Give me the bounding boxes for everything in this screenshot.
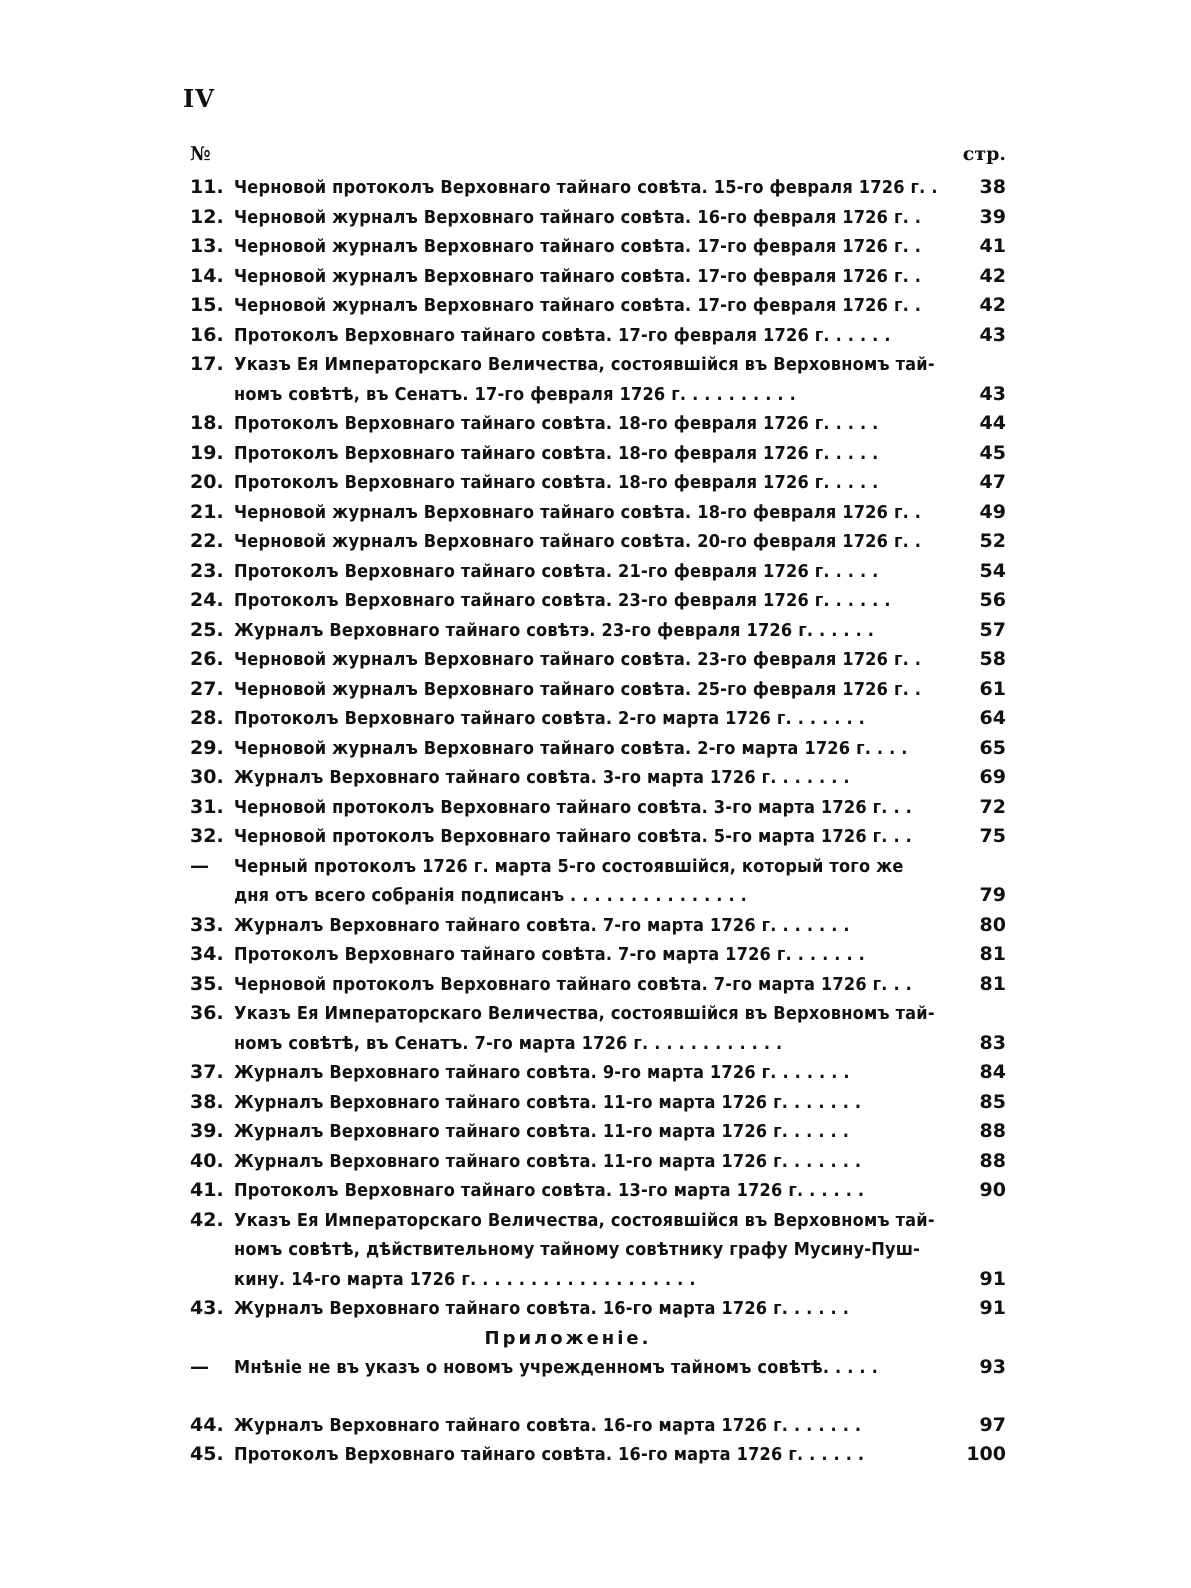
entry-page: 44 — [979, 412, 1006, 434]
entry-title: Черновой протоколъ Верховнаго тайнаго совѣта. 7-го марта 1726 г. . . — [234, 973, 913, 995]
entry-page: 61 — [979, 677, 1006, 700]
entry-number: 36. — [190, 1002, 224, 1024]
entry-page: 80 — [979, 913, 1006, 936]
entry-number: 32. — [190, 825, 224, 847]
entry-page: 100 — [966, 1443, 1006, 1465]
toc-entry — [190, 1353, 1006, 1383]
entry-number: 34. — [190, 943, 224, 965]
entry-number: 33. — [190, 913, 224, 936]
entry-title: Журналъ Верховнаго тайнаго совѣта. 11-го марта 1726 г. . . . . . — [234, 1121, 850, 1142]
toc-entry — [190, 734, 1006, 764]
entry-title: Черновой протоколъ Верховнаго тайнаго совѣта. 5-го марта 1726 г. . . — [234, 826, 913, 847]
entry-title: Черный протоколъ 1726 г. марта 5-го состоявшійся, который того же дня отъ всего собранія подписанъ . . . . . . . . . . . . . . . — [234, 855, 904, 906]
entry-title: Протоколъ Верховнаго тайнаго совѣта. 2-го марта 1726 г. . . . . . . — [234, 708, 865, 729]
spacer — [190, 1383, 1006, 1411]
entry-number: 27. — [190, 677, 224, 700]
toc-entry — [190, 468, 1006, 498]
entry-title: Протоколъ Верховнаго тайнаго совѣта. 18-го февраля 1726 г. . . . . — [234, 472, 879, 493]
entry-page: 65 — [979, 736, 1006, 759]
entry-number: 40. — [190, 1149, 224, 1172]
toc-entry — [190, 616, 1006, 646]
entry-title: Мнѣніе не въ указъ о новомъ учрежденномъ тайномъ совѣтѣ. . . . . — [234, 1357, 878, 1378]
toc-entry — [190, 1147, 1006, 1177]
entry-page: 97 — [979, 1413, 1006, 1436]
toc-entry — [190, 1294, 1006, 1324]
entry-title: Черновой протоколъ Верховнаго тайнаго совѣта. 3-го марта 1726 г. . . — [234, 796, 913, 818]
entry-number: 15. — [190, 294, 224, 316]
toc-entry — [190, 822, 1006, 852]
entry-title: Журналъ Верховнаго тайнаго совѣта. 9-го марта 1726 г. . . . . . . — [234, 1062, 850, 1083]
entry-title: Протоколъ Верховнаго тайнаго совѣта. 18-го февраля 1726 г. . . . . — [234, 442, 879, 464]
entry-page: 91 — [979, 1297, 1006, 1319]
entry-page: 47 — [979, 471, 1006, 493]
toc-entry — [190, 1206, 1006, 1295]
toc-entry — [190, 852, 1006, 911]
toc-entry — [190, 291, 1006, 321]
toc-entry — [190, 409, 1006, 439]
entry-title: Журналъ Верховнаго тайнаго совѣтэ. 23-го февраля 1726 г. . . . . . — [234, 619, 875, 641]
entry-page: 69 — [979, 766, 1006, 788]
toc-entry — [190, 1411, 1006, 1441]
entry-page: 57 — [979, 618, 1006, 641]
entry-number: 45. — [190, 1443, 224, 1465]
entry-page: 56 — [979, 589, 1006, 611]
toc-entry — [190, 557, 1006, 587]
entry-title: Журналъ Верховнаго тайнаго совѣта. 16-го марта 1726 г. . . . . . . — [234, 1414, 862, 1436]
entry-number: 43. — [190, 1297, 224, 1319]
entry-page: 38 — [979, 176, 1006, 198]
toc-entry — [190, 793, 1006, 823]
entry-number: 44. — [190, 1413, 224, 1436]
entry-page: 43 — [979, 323, 1006, 346]
entry-number: 37. — [190, 1061, 224, 1083]
toc-entry — [190, 704, 1006, 734]
toc-entry — [190, 645, 1006, 675]
entry-title: Журналъ Верховнаго тайнаго совѣта. 11-го марта 1726 г. . . . . . . — [234, 1091, 862, 1113]
entry-page: 90 — [979, 1179, 1006, 1201]
entry-title: Черновой журналъ Верховнаго тайнаго совѣта. 16-го февраля 1726 г. . — [234, 206, 922, 228]
entry-number: 26. — [190, 648, 224, 670]
entry-page: 42 — [979, 264, 1006, 287]
table-of-contents — [190, 143, 1006, 1470]
toc-entry — [190, 1058, 1006, 1088]
entry-title: Черновой журналъ Верховнаго тайнаго совѣта. 20-го февраля 1726 г. . — [234, 531, 922, 552]
entry-title: Черновой журналъ Верховнаго тайнаго совѣта. 25-го февраля 1726 г. . — [234, 678, 922, 700]
toc-entry — [190, 321, 1006, 351]
toc-entry — [190, 763, 1006, 793]
page-number: IV — [183, 84, 215, 113]
entry-page: 88 — [979, 1149, 1006, 1172]
toc-entry — [190, 940, 1006, 970]
entry-page: 42 — [979, 294, 1006, 316]
entry-page: 84 — [979, 1061, 1006, 1083]
entry-page: 93 — [979, 1356, 1006, 1378]
entry-page: 88 — [979, 1120, 1006, 1142]
toc-entry — [190, 350, 1006, 409]
entry-page: 85 — [979, 1090, 1006, 1113]
entry-page: 43 — [979, 382, 1006, 405]
toc-entry — [190, 262, 1006, 292]
entry-title: Черновой журналъ Верховнаго тайнаго совѣта. 17-го февраля 1726 г. . — [234, 265, 922, 287]
entry-title: Указъ Ея Императорскаго Величества, состоявшійся въ Верховномъ тай- номъ совѣтѣ, въ Сенатъ. 7-го марта 1726 г. . . . . . . . . . . . — [234, 1003, 935, 1054]
entry-title: Журналъ Верховнаго тайнаго совѣта. 7-го марта 1726 г. . . . . . . — [234, 914, 850, 936]
entry-number: 17. — [190, 353, 224, 375]
entry-title: Протоколъ Верховнаго тайнаго совѣта. 16-го марта 1726 г. . . . . . — [234, 1444, 865, 1465]
toc-entry — [190, 173, 1006, 203]
toc-entry — [190, 498, 1006, 528]
toc-entry — [190, 232, 1006, 262]
entry-title: Черновой журналъ Верховнаго тайнаго совѣта. 23-го февраля 1726 г. . — [234, 649, 922, 670]
toc-entry — [190, 439, 1006, 469]
entry-number: 16. — [190, 323, 224, 346]
entry-number: 19. — [190, 441, 224, 464]
entry-number: 41. — [190, 1179, 224, 1201]
toc-entry — [190, 203, 1006, 233]
appendix-heading: Приложеніе. — [484, 1327, 652, 1349]
entry-page: 72 — [979, 795, 1006, 818]
toc-entry — [190, 911, 1006, 941]
entry-page: 41 — [979, 235, 1006, 257]
entry-number: 30. — [190, 766, 224, 788]
entry-number: 13. — [190, 235, 224, 257]
entry-number: 39. — [190, 1120, 224, 1142]
number-column-header: № — [190, 143, 211, 165]
entry-number: 42. — [190, 1208, 224, 1231]
entry-page: 75 — [979, 825, 1006, 847]
entry-number: 21. — [190, 500, 224, 523]
entry-title: Черновой журналъ Верховнаго тайнаго совѣта. 18-го февраля 1726 г. . — [234, 501, 922, 523]
toc-entries-continued — [190, 1411, 1006, 1470]
toc-entries — [190, 173, 1006, 1324]
entry-number: 22. — [190, 530, 224, 552]
entry-number: 38. — [190, 1090, 224, 1113]
entry-number: 14. — [190, 264, 224, 287]
entry-page: 81 — [979, 972, 1006, 995]
entry-page: 79 — [979, 884, 1006, 906]
toc-entry — [190, 1117, 1006, 1147]
entry-page: 52 — [979, 530, 1006, 552]
entry-title: Протоколъ Верховнаго тайнаго совѣта. 13-го марта 1726 г. . . . . . — [234, 1180, 865, 1201]
entry-page: 81 — [979, 943, 1006, 965]
entry-page: 54 — [979, 559, 1006, 582]
entry-title: Указъ Ея Императорскаго Величества, состоявшійся въ Верховномъ тай- номъ совѣтѣ, дѣйствительному тайному совѣтнику графу Мусину-Пуш- кину. 14-го марта 1726 г. . . . . . . . . . . . . . . . . . . — [234, 1209, 935, 1290]
entry-number: 29. — [190, 736, 224, 759]
entry-number: 18. — [190, 412, 224, 434]
entry-number: — — [190, 854, 209, 877]
toc-entry — [190, 999, 1006, 1058]
entry-number: 31. — [190, 795, 224, 818]
appendix-entries — [190, 1353, 1006, 1383]
entry-title: Протоколъ Верховнаго тайнаго совѣта. 18-го февраля 1726 г. . . . . — [234, 413, 879, 434]
entry-title: Черновой протоколъ Верховнаго тайнаго совѣта. 15-го февраля 1726 г. . — [234, 177, 938, 198]
entry-number: 20. — [190, 471, 224, 493]
entry-number: 35. — [190, 972, 224, 995]
entry-page: 91 — [979, 1267, 1006, 1290]
entry-title: Черновой журналъ Верховнаго тайнаго совѣта. 2-го марта 1726 г. . . . — [234, 737, 908, 759]
toc-entry — [190, 1176, 1006, 1206]
toc-entry — [190, 970, 1006, 1000]
entry-page: 83 — [979, 1031, 1006, 1054]
toc-entry — [190, 675, 1006, 705]
entry-page: 45 — [979, 441, 1006, 464]
entry-title: Журналъ Верховнаго тайнаго совѣта. 3-го марта 1726 г. . . . . . . — [234, 767, 850, 788]
entry-number: 11. — [190, 176, 224, 198]
entry-title: Протоколъ Верховнаго тайнаго совѣта. 21-го февраля 1726 г. . . . . — [234, 560, 879, 582]
entry-title: Журналъ Верховнаго тайнаго совѣта. 11-го марта 1726 г. . . . . . . — [234, 1150, 862, 1172]
entry-number: — — [190, 1356, 209, 1378]
entry-title: Указъ Ея Императорскаго Величества, состоявшійся въ Верховномъ тай- номъ совѣтѣ, въ Сенатъ. 17-го февраля 1726 г. . . . . . . . . . — [234, 354, 935, 405]
toc-entry — [190, 1440, 1006, 1470]
toc-header — [190, 143, 1006, 173]
entry-title: Протоколъ Верховнаго тайнаго совѣта. 17-го февраля 1726 г. . . . . . — [234, 324, 891, 346]
entry-page: 58 — [979, 648, 1006, 670]
entry-title: Журналъ Верховнаго тайнаго совѣта. 16-го марта 1726 г. . . . . . — [234, 1298, 850, 1319]
entry-title: Протоколъ Верховнаго тайнаго совѣта. 7-го марта 1726 г. . . . . . . — [234, 944, 865, 965]
entry-title: Протоколъ Верховнаго тайнаго совѣта. 23-го февраля 1726 г. . . . . . — [234, 590, 891, 611]
entry-page: 39 — [979, 205, 1006, 228]
toc-entry — [190, 586, 1006, 616]
entry-title: Черновой журналъ Верховнаго тайнаго совѣта. 17-го февраля 1726 г. . — [234, 295, 922, 316]
entry-title: Черновой журналъ Верховнаго тайнаго совѣта. 17-го февраля 1726 г. . — [234, 236, 922, 257]
entry-number: 12. — [190, 205, 224, 228]
entry-number: 25. — [190, 618, 224, 641]
entry-number: 28. — [190, 707, 224, 729]
entry-number: 24. — [190, 589, 224, 611]
entry-page: 49 — [979, 500, 1006, 523]
entry-number: 23. — [190, 559, 224, 582]
page-column-header: стр. — [962, 143, 1006, 165]
entry-page: 64 — [979, 707, 1006, 729]
toc-entry — [190, 527, 1006, 557]
toc-entry — [190, 1088, 1006, 1118]
